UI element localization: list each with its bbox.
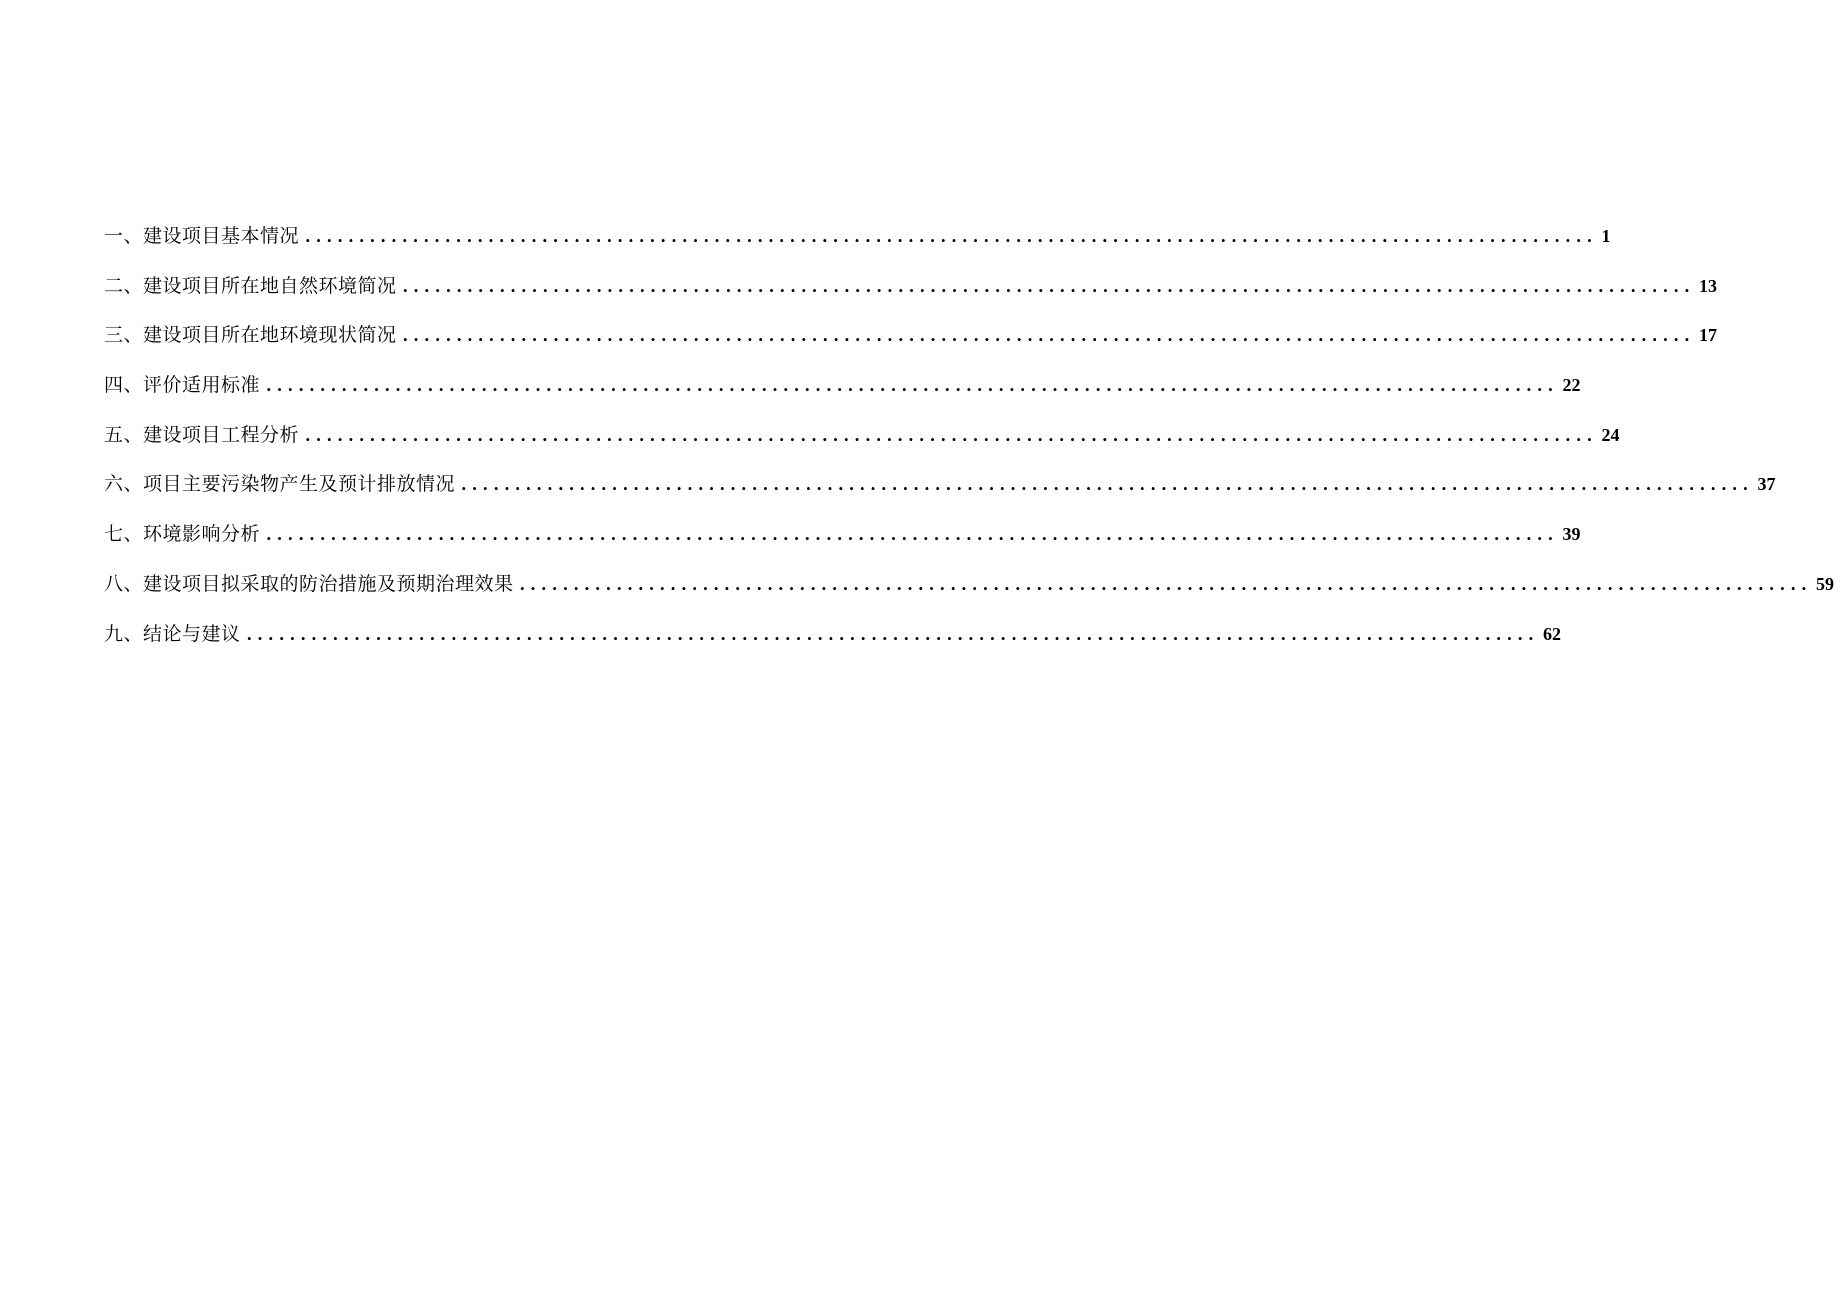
toc-entry[interactable] — [104, 222, 1611, 272]
toc-entry-title: 八、建设项目拟采取的防治措施及预期治理效果 — [104, 572, 514, 595]
toc-entry-title: 二、建设项目所在地自然环境简况 — [104, 274, 397, 297]
toc-dot-leader: ........................................................................................................................ — [519, 574, 1812, 594]
toc-entry[interactable] — [104, 570, 1834, 620]
toc-entry-title: 三、建设项目所在地环境现状简况 — [104, 324, 397, 347]
toc-entry-page: 24 — [1601, 424, 1620, 445]
toc-dot-leader: ........................................................................................................................ — [402, 326, 1695, 346]
toc-dot-leader: ........................................................................................................................ — [266, 525, 1559, 545]
toc-entry-title: 七、环境影响分析 — [104, 523, 261, 546]
toc-entry-title: 五、建设项目工程分析 — [104, 423, 300, 446]
toc-entry[interactable] — [104, 371, 1581, 421]
toc-dot-leader: ........................................................................................................................ — [246, 624, 1539, 644]
toc-entry-page: 62 — [1542, 623, 1561, 644]
toc-entry[interactable] — [104, 421, 1620, 471]
toc-entry-page: 59 — [1815, 573, 1834, 594]
toc-entry[interactable] — [104, 470, 1776, 520]
toc-dot-leader: ........................................................................................................................ — [402, 276, 1695, 296]
toc-entry[interactable] — [104, 321, 1717, 371]
toc-dot-leader: ........................................................................................................................ — [266, 376, 1559, 396]
table-of-contents — [104, 222, 1834, 669]
toc-entry-title: 六、项目主要污染物产生及预计排放情况 — [104, 473, 456, 496]
toc-entry-title: 一、建设项目基本情况 — [104, 225, 300, 247]
toc-dot-leader: ........................................................................................................................ — [305, 227, 1598, 246]
toc-entry-title: 九、结论与建议 — [104, 622, 241, 645]
toc-entry[interactable] — [104, 620, 1561, 670]
toc-entry-title: 四、评价适用标准 — [104, 374, 261, 397]
toc-entry-page: 1 — [1601, 226, 1611, 246]
toc-entry[interactable] — [104, 272, 1717, 322]
toc-entry[interactable] — [104, 520, 1581, 570]
toc-entry-page: 22 — [1562, 375, 1581, 396]
toc-entry-page: 13 — [1698, 275, 1717, 296]
toc-dot-leader: ........................................................................................................................ — [461, 475, 1754, 495]
toc-entry-page: 39 — [1562, 524, 1581, 545]
toc-entry-page: 37 — [1757, 474, 1776, 495]
toc-entry-page: 17 — [1698, 325, 1717, 346]
toc-dot-leader: ........................................................................................................................ — [305, 425, 1598, 445]
